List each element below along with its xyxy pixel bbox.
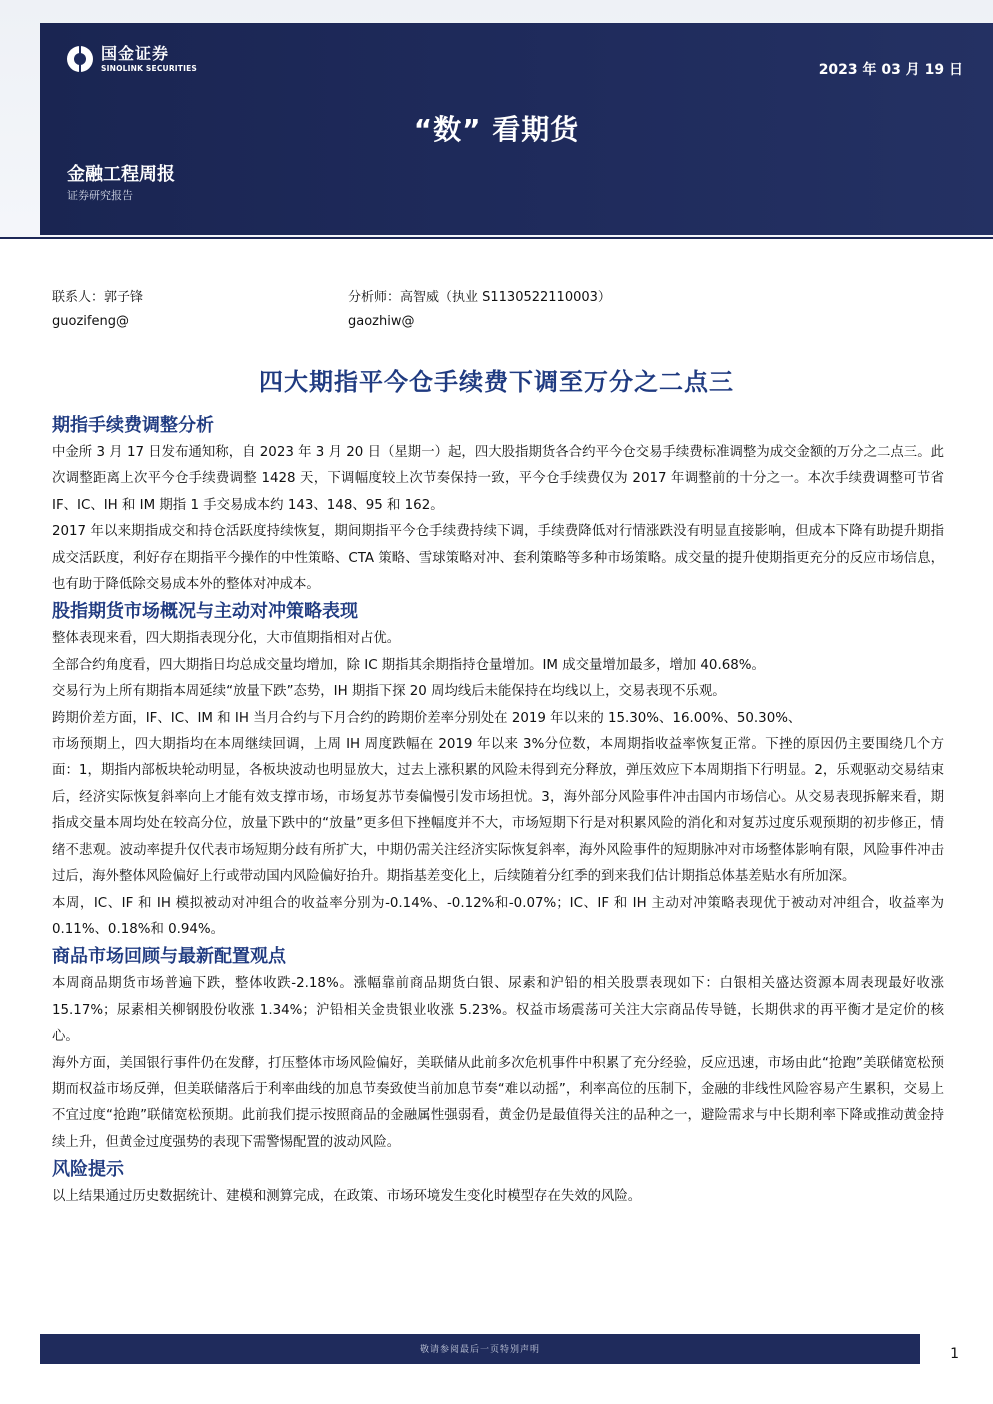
logo-emblem-icon (67, 46, 93, 72)
header-divider (0, 237, 993, 239)
report-title: “数” 看期货 (413, 113, 580, 146)
logo-english-name: SINOLINK SECURITIES (101, 64, 198, 73)
paragraph: 本周，IC、IF 和 IH 模拟被动对冲组合的收益率分别为-0.14%、-0.12%和-0.07%；IC、IF 和 IH 主动对冲策略表现优于被动对冲组合，收益率为 0.11%、0.18%和 0.94%。 (52, 895, 944, 937)
analyst-info: 分析师：高智威（执业 S1130522110003） (348, 290, 611, 305)
main-title: 四大期指平今仓手续费下调至万分之二点三 (259, 368, 734, 396)
report-type: 证券研究报告 (67, 189, 133, 202)
section-heading-futures-fee: 期指手续费调整分析 (52, 415, 214, 436)
analyst-email: gaozhiw@ (348, 314, 415, 329)
report-body (52, 412, 944, 1211)
logo-chinese-name: 国金证券 (101, 44, 170, 63)
page-number: 1 (950, 1346, 959, 1362)
footer-bar (40, 1334, 920, 1364)
paragraph: 中金所 3 月 17 日发布通知称，自 2023 年 3 月 20 日（星期一）起，四大股指期货各合约平今仓交易手续费标准调整为成交金额的万分之二点三。此次调整距离上次平今仓手续费调整 1428 天，下调幅度较上次节奏保持一致，平今仓手续费仅为 2017 年调整前的十分之一。本次手续费调整可节省 IF、IC、IH 和 IM 期指 1 手交易成本约 143、148、95 和 162。 (52, 445, 944, 513)
paragraph: 本周商品期货市场普遍下跌，整体收跌-2.18%。涨幅靠前商品期货白银、尿素和沪铅的相关股票表现如下：白银相关盛达资源本周表现最好收涨 15.17%；尿素相关柳钢股份收涨 1.34%；沪铅相关金贵银业收涨 5.23%。权益市场震荡可关注大宗商品传导链，长期供求的再平衡才是定价的核心。 (52, 976, 944, 1045)
paragraph: 跨期价差方面，IF、IC、IM 和 IH 当月合约与下月合约的跨期价差率分别处在 2019 年以来的 15.30%、16.00%、50.30%、 (52, 710, 802, 726)
paragraph: 以上结果通过历史数据统计、建模和测算完成，在政策、市场环境发生变化时模型存在失效的风险。 (52, 1189, 642, 1205)
paragraph: 交易行为上所有期指本周延续“放量下跌”态势，IH 期指下探 20 周均线后未能保持在均线以上，交易表现不乐观。 (52, 684, 726, 700)
paragraph: 整体表现来看，四大期指表现分化，大市值期指相对占优。 (52, 631, 401, 647)
section-heading-risk: 风险提示 (52, 1159, 124, 1181)
section-heading-index-futures: 股指期货市场概况与主动对冲策略表现 (52, 601, 358, 623)
contact-person: 联系人：郭子锋 (52, 290, 144, 305)
company-logo (67, 46, 197, 73)
report-series: 金融工程周报 (67, 164, 175, 185)
paragraph: 全部合约角度看，四大期指日均总成交量均增加，除 IC 期指其余期指持仓量增加。IM 成交量增加最多，增加 40.68%。 (52, 657, 765, 673)
contact-email: guozifeng@ (52, 314, 129, 329)
paragraph: 2017 年以来期指成交和持仓活跃度持续恢复，期间期指平今仓手续费持续下调，手续费降低对行情涨跌没有明显直接影响，但成本下降有助提升期指成交活跃度，利好存在期指平今操作的中性策略、CTA 策略、雪球策略对冲、套利策略等多种市场策略。成交量的提升使期指更充分的反应市场信息，也有助于降低除交易成本外的整体对冲成本。 (52, 524, 944, 593)
footer-disclaimer-note: 敬请参阅最后一页特别声明 (419, 1345, 540, 1355)
section-heading-commodity: 商品市场回顾与最新配置观点 (52, 946, 286, 968)
report-date: 2023 年 03 月 19 日 (818, 62, 963, 78)
paragraph: 海外方面，美国银行事件仍在发酵，打压整体市场风险偏好，美联储从此前多次危机事件中积累了充分经验，反应迅速，市场由此“抢跑”美联储宽松预期而权益市场反弹，但美联储落后于利率曲线的加息节奏致使当前加息节奏“难以动摇”，利率高位的压制下，金融的非线性风险容易产生累积，交易上不宜过度“抢跑”联储宽松预期。此前我们提示按照商品的金融属性强弱看，黄金仍是最值得关注的品种之一，避险需求与中长期利率下降或推动黄金持续上升，但黄金过度强势的表现下需警惕配置的波动风险。 (52, 1055, 944, 1150)
paragraph: 市场预期上，四大期指均在本周继续回调，上周 IH 周度跌幅在 2019 年以来 3%分位数，本周期指收益率恢复正常。下挫的原因仍主要围绕几个方面：1，期指内部板块轮动明显，各板块波动也明显放大，过去上涨积累的风险未得到充分释放，弹压效应下本周期指下行明显。2，乐观驱动交易结束后，经济实际恢复斜率向上才能有效支撑市场，市场复苏节奏偏慢引发市场担忧。3，海外部分风险事件冲击国内市场信心。从交易表现拆解来看，期指成交量本周均处在较高分位，放量下跌中的“放量”更多但下挫幅度并不大，市场短期下行是对积累风险的消化和对复苏过度乐观预期的初步修正，情绪不悲观。波动率提升仅代表市场短期分歧有所扩大，中期仍需关注经济实际恢复斜率，海外风险事件的短期脉冲对市场整体影响有限，风险事件冲击过后，海外整体风险偏好上行或带动国内风险偏好抬升。期指基差变化上，后续随着分红季的到来我们估计期指总体基差贴水有所加深。 (52, 737, 944, 885)
